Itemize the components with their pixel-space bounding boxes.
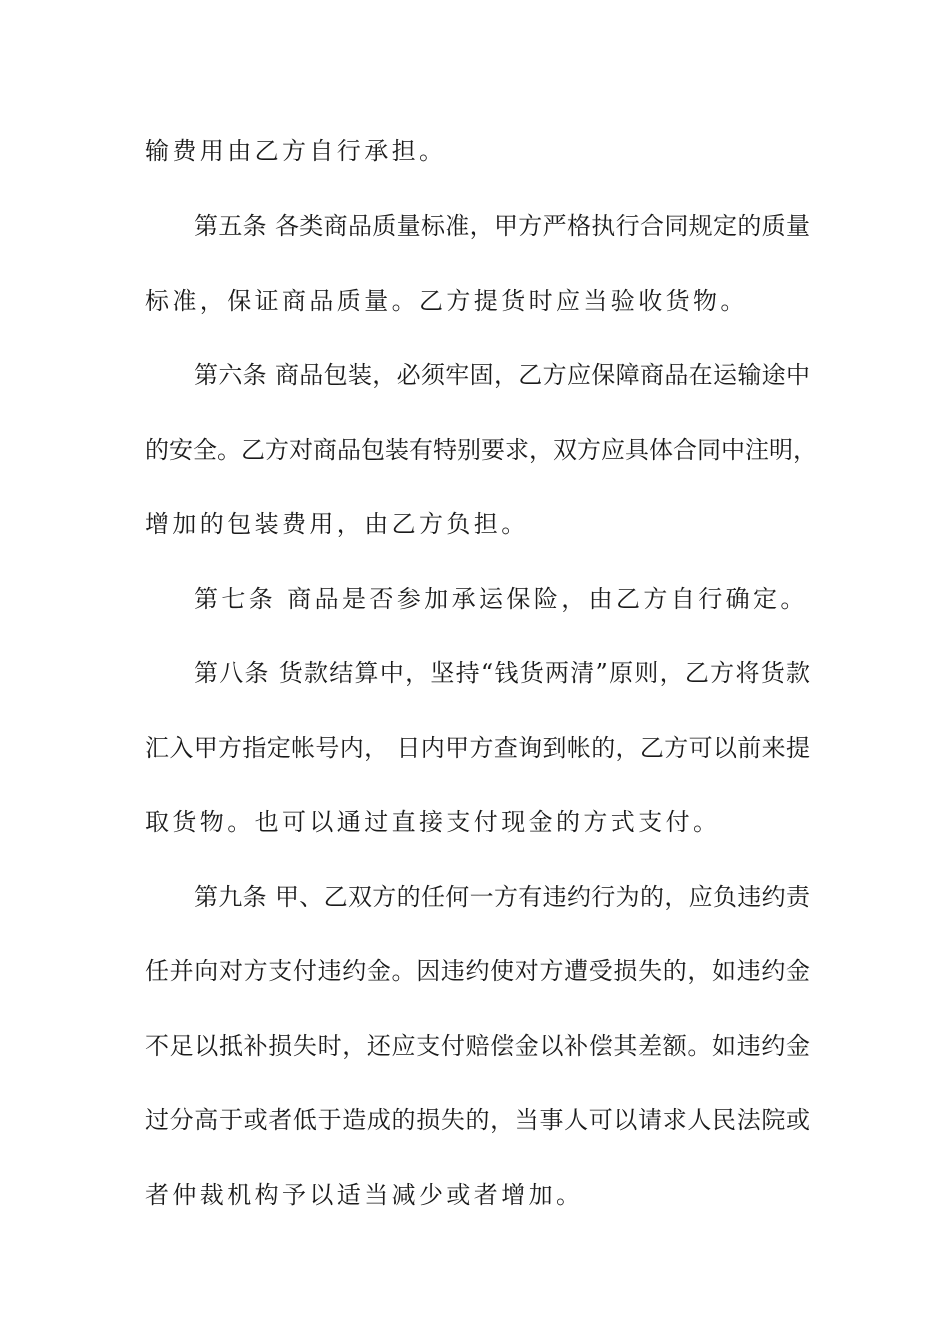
text-line: 的安全。乙方对商品包装有特别要求，双方应具体合同中注明，: [145, 436, 817, 464]
text-line: 者仲裁机构予以适当减少或者增加。: [145, 1181, 584, 1209]
text-line: 过分高于或者低于造成的损失的，当事人可以请求人民法院或: [145, 1106, 810, 1134]
text-line: 输费用由乙方自行承担。: [145, 137, 447, 165]
text-line: 第九条 甲、乙双方的任何一方有违约行为的，应负违约责: [194, 883, 810, 911]
text-line: 标准，保证商品质量。乙方提货时应当验收货物。: [145, 287, 748, 315]
text-line: 第八条 货款结算中，坚持“钱货两清”原则，乙方将货款: [194, 659, 810, 687]
text-line: 第六条 商品包装，必须牢固，乙方应保障商品在运输途中: [194, 361, 810, 389]
text-line: 汇入甲方指定帐号内， 日内甲方查询到帐的，乙方可以前来提: [145, 734, 810, 762]
text-line: 第七条 商品是否参加承运保险，由乙方自行确定。: [194, 585, 808, 613]
text-line: 任并向对方支付违约金。因违约使对方遭受损失的，如违约金: [145, 957, 810, 985]
text-line: 增加的包装费用，由乙方负担。: [145, 510, 529, 538]
text-line: 取货物。也可以通过直接支付现金的方式支付。: [145, 808, 721, 836]
text-line: 第五条 各类商品质量标准，甲方严格执行合同规定的质量: [194, 212, 810, 240]
text-line: 不足以抵补损失时，还应支付赔偿金以补偿其差额。如违约金: [145, 1032, 810, 1060]
